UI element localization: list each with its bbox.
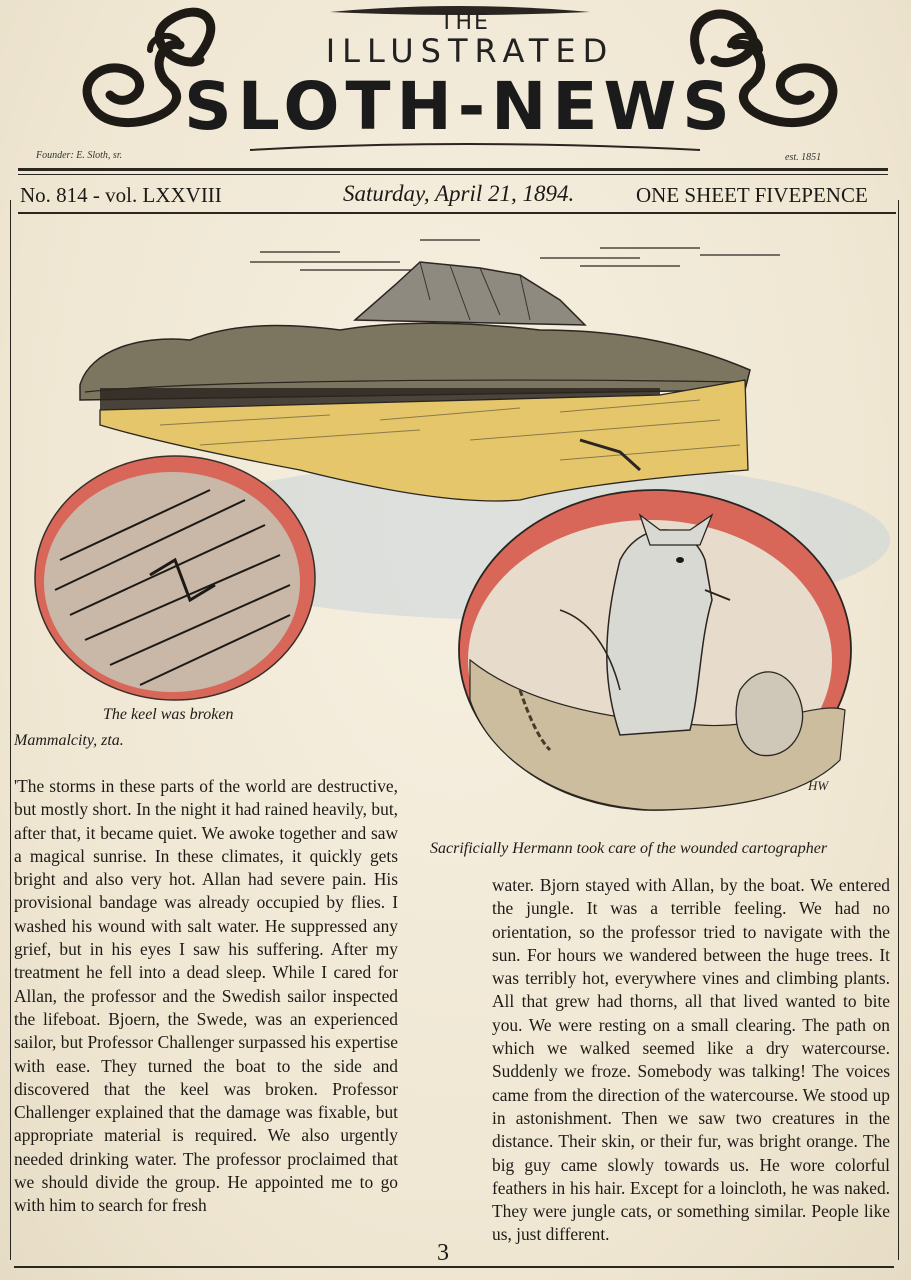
article-text-right: water. Bjorn stayed with Allan, by the boat. We entered the jungle. It was a terrible feeling. We had no orientation, so the professor tried to navigate with the sun. For hours we wandered between the huge trees. It was terribly hot, everywhere vines and climbing plants. All that grew had thorns, all that lived wanted to bite you. We were resting on a small clearing. The path on which we walked seemed like a dry watercourse. Suddenly we froze. Somebody was talking! The voices came from the direction of the watercourse. We stood up in astonishment. Then we saw two creatures in the distance. Their skin, or their fur, was bright orange. The big guy came slowly towards us. He wore colorful feathers in his hair. Except for a loincloth, he was naked. They were jungle cats, or something similar. People like us, just different.: [492, 875, 890, 1245]
masthead-illustrated: ILLUSTRATED: [325, 32, 615, 70]
right-border: [898, 200, 899, 1260]
caption-hermann: Sacrificially Hermann took care of the wounded cartographer: [430, 840, 828, 857]
caption-location: Mammalcity, zta.: [14, 732, 124, 749]
hermann-illustration: [459, 490, 851, 810]
issue-number: No. 814 - vol. LXXVIII: [20, 183, 222, 207]
broken-keel-illustration: [35, 456, 315, 700]
masthead-title: SLOTH-NEWS: [184, 68, 736, 145]
artist-signature: HW: [808, 778, 829, 793]
masthead-established: est. 1851: [785, 152, 822, 163]
bottom-rule: [14, 1266, 894, 1268]
article-text-left: 'The storms in these parts of the world are destructive, but mostly short. In the night it had rained heavily, but, after that, it became quiet. We awoke together and saw a magical sunrise. In these climates, it quickly gets bright and also very hot. Allan had severe pain. His provisional bandage was already occupied by flies. I washed his wound with salt water. He suppressed any grief, but in his eyes I saw his suffering. After my treatment he fell into a dead sleep. While I cared for Allan, the professor and the Swedish sailor inspected the lifeboat. Bjoern, the Swede, was an experienced sailor, but Professor Challenger surpassed his expertise with ease. They turned the boat to the side and discovered that the keel was broken. Professor Challenger explained that the damage was fixable, but appropriate material is required. We also urgently needed drinking water. The professor proclaimed that we should divide the group. He appointed me to go with him to search for fresh: [14, 776, 398, 1216]
article-column-left: [14, 775, 398, 1218]
article-column-right: [492, 874, 890, 1247]
issue-date: Saturday, April 21, 1894.: [343, 181, 575, 206]
issue-price: ONE SHEET FIVEPENCE: [636, 183, 868, 207]
masthead-founder: Founder: E. Sloth, sr.: [36, 150, 123, 161]
masthead-the: THE: [440, 10, 490, 35]
cloud-lines: [250, 240, 780, 270]
page-number: 3: [437, 1240, 449, 1266]
caption-keel: The keel was broken: [103, 706, 234, 723]
left-border: [10, 200, 11, 1260]
